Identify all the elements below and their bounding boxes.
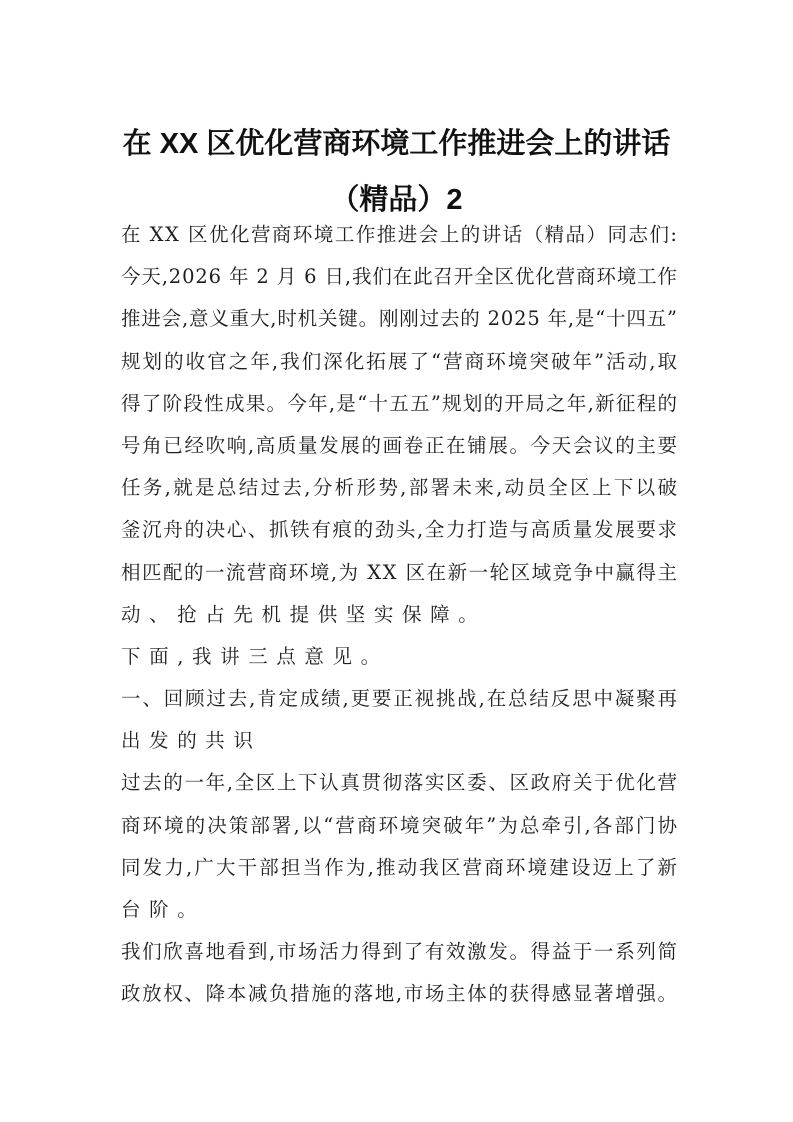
text-line: 一、回顾过去,肯定成绩,更要正视挑战,在总结反思中凝聚再 [121, 687, 679, 711]
document-title [110, 116, 683, 228]
text-line: 我们欣喜地看到,市场活力得到了有效激发。得益于一系列简 [121, 940, 679, 964]
text-line: 在 XX 区优化营商环境工作推进会上的讲话（精品）同志们: [121, 223, 679, 246]
text-line: 得了阶段性成果。今年,是“十五五”规划的开局之年,新征程的 [121, 391, 679, 415]
text-line: 釜沉舟的决心、抓铁有痕的劲头,全力打造与高质量发展要求 [121, 518, 679, 542]
text-line: 动、抢占先机提供坚实保障。 [121, 602, 487, 626]
title-line: 在 XX 区优化营商环境工作推进会上的讲话 [122, 128, 671, 160]
text-line: 政放权、降本减负措施的落地,市场主体的获得感显著增强。 [121, 982, 679, 1006]
text-line: 相匹配的一流营商环境,为 XX 区在新一轮区域竞争中赢得主 [121, 560, 679, 584]
text-line: 推进会,意义重大,时机关键。刚刚过去的 2025 年,是“十四五” [121, 307, 678, 331]
paragraph-market-vitality [121, 931, 677, 1015]
text-line: 下面,我讲三点意见。 [121, 644, 389, 668]
paragraph-opening [121, 214, 680, 636]
document-body [121, 214, 680, 1016]
title-line: （精品）2 [330, 184, 463, 216]
text-line: 商环境的决策部署,以“营商环境突破年”为总牵引,各部门协 [121, 813, 680, 837]
text-line: 规划的收官之年,我们深化拓展了“营商环境突破年”活动,取 [121, 349, 680, 373]
text-line: 出发的共识 [121, 729, 262, 753]
paragraph-intro [121, 636, 677, 678]
section-heading-1 [121, 678, 677, 762]
text-line: 号角已经吹响,高质量发展的画卷正在铺展。今天会议的主要 [121, 433, 679, 457]
text-line: 任务,就是总结过去,分析形势,部署未来,动员全区上下以破 [121, 476, 680, 500]
text-line: 同发力,广大干部担当作为,推动我区营商环境建设迈上了新 [121, 855, 680, 879]
paragraph-review [121, 762, 680, 931]
text-line: 台阶。 [121, 898, 206, 921]
text-line: 过去的一年,全区上下认真贯彻落实区委、区政府关于优化营 [121, 771, 679, 795]
text-line: 今天,2026 年 2 月 6 日,我们在此召开全区优化营商环境工作 [121, 265, 678, 289]
